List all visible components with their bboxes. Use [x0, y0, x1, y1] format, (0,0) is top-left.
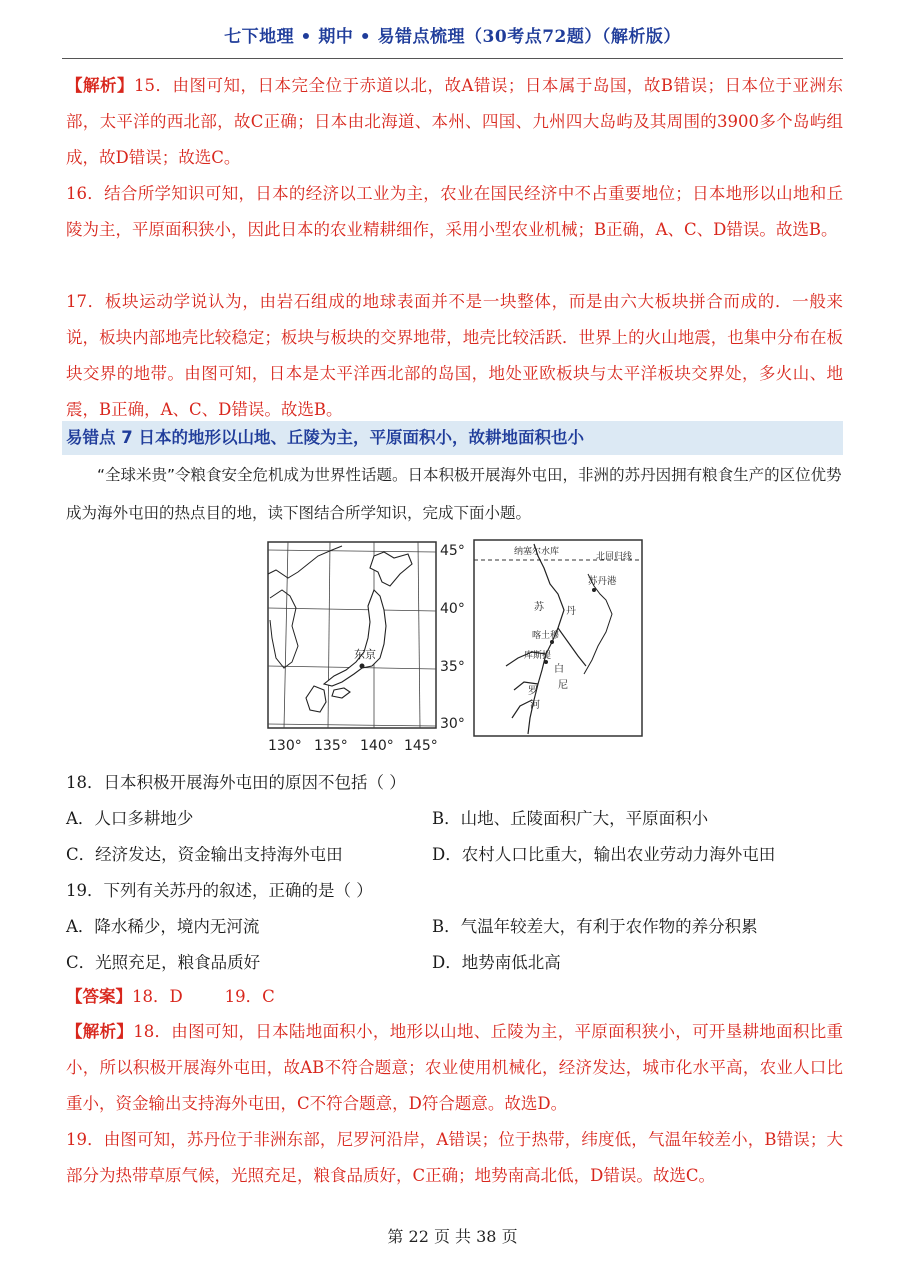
question-19-option-a[interactable]: A．降水稀少，境内无河流 — [66, 917, 260, 936]
analysis-17: 17．板块运动学说认为，由岩石组成的地球表面并不是一块整体，而是由六大板块拼合而成的．一般来说，板块内部地壳比较稳定；板块与板块的交界地带，地壳比较活跃．世界上的火山地震，也集中分布在板块交界的地带。由图可知，日本是太平洋西北部的岛国，地处亚欧板块与太平洋板块交界处，多火山、地震，B正确，A、C、D错误。故选B。 — [66, 292, 843, 419]
analysis-label-2: 【解析】 — [66, 1022, 134, 1041]
question-intro: “全球米贵”令粮食安全危机成为世界性话题。日本积极开展海外屯田，非洲的苏丹因拥有粮食生产的区位优势成为海外屯田的热点目的地，读下图结合所学知识，完成下面小题。 — [66, 466, 842, 522]
analysis-16: 16．结合所学知识可知，日本的经济以工业为主，农业在国民经济中不占重要地位；日本地形以山地和丘陵为主，平原面积狭小，因此日本的农业精耕细作，采用小型农业机械；B正确，A、C、D错误。故选B。 — [66, 184, 843, 239]
he-label: 河 — [530, 700, 540, 711]
lat-label-45: 45° — [440, 543, 465, 559]
page-header-title: 七下地理 • 期中 • 易错点梳理（30考点72题）（解析版） — [224, 27, 681, 47]
answer-line — [66, 982, 843, 1012]
question-19-option-b[interactable]: B．气温年较差大，有利于农作物的养分积累 — [432, 917, 758, 936]
analysis-19: 19．由图可知，苏丹位于非洲东部，尼罗河沿岸，A错误；位于热带，纬度低，气温年较差小，B错误；大部分为热带草原气候，光照充足，粮食品质好，C正确；地势南高北低，D错误。故选C。 — [66, 1130, 843, 1185]
lon-label-130: 130° — [268, 738, 302, 754]
su-label: 苏 — [534, 602, 544, 613]
tokyo-marker — [360, 664, 365, 669]
question-18-option-a[interactable]: A．人口多耕地少 — [66, 809, 194, 828]
lon-label-145: 145° — [404, 738, 438, 754]
nasser-label: 纳塞尔水库 — [514, 547, 560, 557]
question-18-option-c[interactable]: C．经济发达，资金输出支持海外屯田 — [66, 845, 343, 864]
analysis-18 — [66, 1014, 843, 1122]
port-sudan-marker — [592, 588, 596, 592]
ni-label: 尼 — [558, 680, 568, 691]
port-sudan-label: 苏丹港 — [588, 576, 617, 587]
question-19-option-c[interactable]: C．光照充足，粮食品质好 — [66, 953, 261, 972]
question-18-option-b[interactable]: B．山地、丘陵面积广大，平原面积小 — [432, 809, 709, 828]
question-19-option-d[interactable]: D．地势南低北高 — [432, 953, 561, 972]
tokyo-label: 东京 — [354, 648, 376, 661]
page-footer: 第 22 页 共 38 页 — [387, 1227, 518, 1246]
lat-label-35: 35° — [440, 659, 465, 675]
japan-sudan-map-figure — [262, 534, 646, 760]
question-19-stem: 19．下列有关苏丹的叙述，正确的是（ ） — [66, 881, 373, 900]
answer-label: 【答案】 — [66, 987, 132, 1006]
lat-label-40: 40° — [440, 601, 465, 617]
header-divider — [62, 58, 843, 59]
analysis-15 — [66, 68, 843, 176]
khartoum-label: 喀土穆 — [532, 631, 560, 641]
question-18-stem: 18．日本积极开展海外屯田的原因不包括（ ） — [66, 773, 406, 792]
tropic-label: 北回归线 — [596, 552, 633, 562]
bai-label: 白 — [554, 664, 564, 675]
analysis-15-text: 15．由图可知，日本完全位于赤道以北，故A错误；日本属于岛国，故B错误；日本位于亚洲东部，太平洋的西北部，故C正确；日本由北海道、本州、四国、九州四大岛屿及其周围的3900多个岛屿组成，故D错误；故选C。 — [66, 76, 843, 167]
analysis-18-text: 18．由图可知，日本陆地面积小，地形以山地、丘陵为主，平原面积狭小，可开垦耕地面积比重小，所以积极开展海外屯田，故AB不符合题意；农业使用机械化，经济发达，城市化水平高，农业人口比重小，资金输出支持海外屯田，C不符合题意，D符合题意。故选D。 — [66, 1022, 843, 1113]
lon-label-135: 135° — [314, 738, 348, 754]
dan-label: 丹 — [566, 606, 576, 617]
question-18-option-d[interactable]: D．农村人口比重大，输出农业劳动力海外屯田 — [432, 845, 776, 864]
luo-label: 罗 — [528, 686, 538, 697]
analysis-label: 【解析】 — [66, 76, 134, 95]
section-banner: 易错点 7 日本的地形以山地、丘陵为主，平原面积小，故耕地面积也小 — [62, 421, 843, 455]
lat-label-30: 30° — [440, 716, 465, 732]
lon-label-140: 140° — [360, 738, 394, 754]
kosti-label: 库斯提 — [524, 651, 552, 661]
answer-text: 18．D 19．C — [132, 987, 275, 1006]
japan-map-frame — [268, 542, 436, 728]
